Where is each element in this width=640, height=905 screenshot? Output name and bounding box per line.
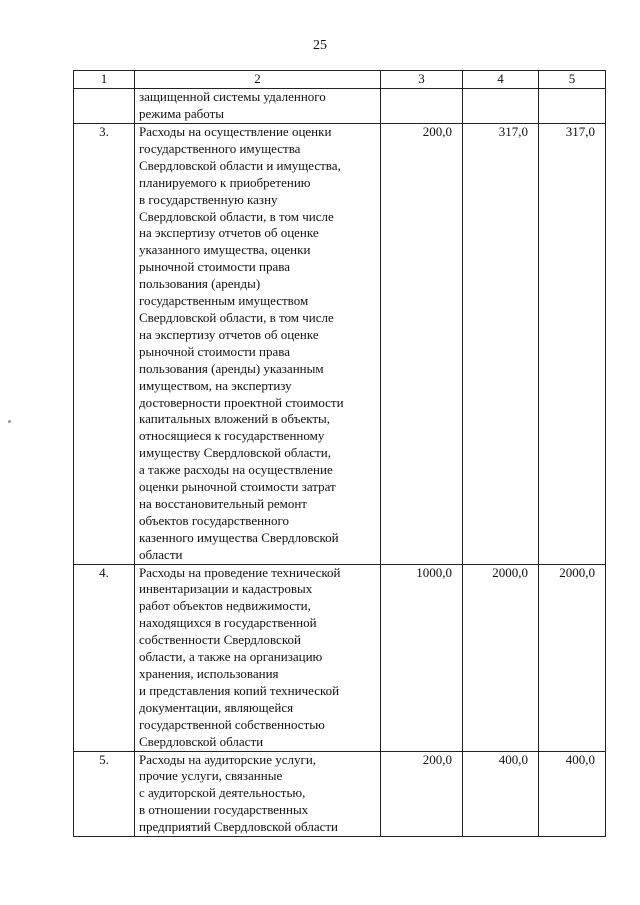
cell-description — [135, 89, 381, 124]
description-line: государственным имуществом — [139, 293, 309, 309]
description-line: планируемого к приобретению — [139, 174, 311, 190]
cell-description — [135, 564, 381, 751]
description-line: Расходы на проведение технической — [139, 564, 341, 580]
description-line: находящихся в государственной — [139, 615, 317, 631]
cell-num: 5. — [74, 751, 135, 837]
description-line: Расходы на аудиторские услуги, — [139, 751, 317, 767]
table-row-continuation — [74, 89, 606, 124]
description-line: объектов государственного — [139, 512, 290, 528]
description-line: на экспертизу отчетов об оценке — [139, 225, 319, 241]
description-line: документации, являющейся — [139, 699, 294, 715]
cell-num: 3. — [74, 124, 135, 565]
description-line: пользования (аренды) — [139, 276, 261, 292]
budget-table — [73, 70, 606, 837]
description-line: рыночной стоимости права — [139, 343, 290, 359]
description-line: в отношении государственных — [139, 802, 309, 818]
table-header-row — [74, 71, 606, 89]
description-line: пользования (аренды) указанным — [139, 360, 324, 376]
description-line: государственной собственностью — [139, 716, 325, 732]
header-cell-4: 4 — [463, 71, 539, 89]
scan-artifact-dot — [8, 420, 11, 423]
description-line: рыночной стоимости права — [139, 259, 290, 275]
cell-value-5: 2000,0 — [539, 564, 606, 751]
cell-value-5 — [539, 89, 606, 124]
description-line: собственности Свердловской — [139, 632, 301, 648]
cell-num — [74, 89, 135, 124]
description-line: области, а также на организацию — [139, 649, 323, 665]
cell-value-3: 200,0 — [381, 751, 463, 837]
cell-description — [135, 124, 381, 565]
description-line: Расходы на осуществление оценки — [139, 124, 332, 139]
description-line: в государственную казну — [139, 191, 278, 207]
page-number: 25 — [313, 38, 327, 53]
cell-value-5: 317,0 — [539, 124, 606, 565]
table-row — [74, 751, 606, 837]
description-line: Свердловской области и имущества, — [139, 157, 341, 173]
description-line: работ объектов недвижимости, — [139, 598, 311, 614]
header-cell-3: 3 — [381, 71, 463, 89]
cell-value-3: 1000,0 — [381, 564, 463, 751]
description-line: оценки рыночной стоимости затрат — [139, 479, 336, 495]
description-line: имуществу Свердловской области, — [139, 445, 332, 461]
header-cell-5: 5 — [539, 71, 606, 89]
cell-value-4: 400,0 — [463, 751, 539, 837]
description-line: Свердловской области, в том числе — [139, 208, 334, 224]
cell-description — [135, 751, 381, 837]
description-line: на экспертизу отчетов об оценке — [139, 326, 319, 342]
description-line: указанного имущества, оценки — [139, 242, 311, 258]
header-cell-1: 1 — [74, 71, 135, 89]
description-line: на восстановительный ремонт — [139, 495, 307, 511]
description-line: предприятий Свердловской области — [139, 819, 338, 835]
table-row — [74, 124, 606, 565]
cell-num: 4. — [74, 564, 135, 751]
cell-value-4: 2000,0 — [463, 564, 539, 751]
cell-value-3 — [381, 89, 463, 124]
description-line: казенного имущества Свердловской — [139, 529, 339, 545]
description-line: режима работы — [139, 105, 224, 121]
cell-value-4 — [463, 89, 539, 124]
description-line: государственного имущества — [139, 140, 301, 156]
cell-value-5: 400,0 — [539, 751, 606, 837]
description-line: прочие услуги, связанные — [139, 768, 283, 784]
header-cell-2: 2 — [135, 71, 381, 89]
cell-value-4: 317,0 — [463, 124, 539, 565]
description-line: достоверности проектной стоимости — [139, 394, 344, 410]
description-line: имуществом, на экспертизу — [139, 377, 292, 393]
description-line: с аудиторской деятельностью, — [139, 785, 306, 801]
description-line: Свердловской области, в том числе — [139, 309, 334, 325]
description-line: области — [139, 546, 183, 562]
description-line: относящиеся к государственному — [139, 428, 325, 444]
description-line: защищенной системы удаленного — [139, 89, 326, 104]
description-line: хранения, использования — [139, 666, 279, 681]
description-line: Свердловской области — [139, 733, 264, 749]
description-line: капитальных вложений в объекты, — [139, 411, 331, 427]
table-row — [74, 564, 606, 751]
description-line: а также расходы на осуществление — [139, 462, 333, 478]
description-line: и представления копий технической — [139, 682, 340, 698]
cell-value-3: 200,0 — [381, 124, 463, 565]
description-line: инвентаризации и кадастровых — [139, 581, 313, 597]
